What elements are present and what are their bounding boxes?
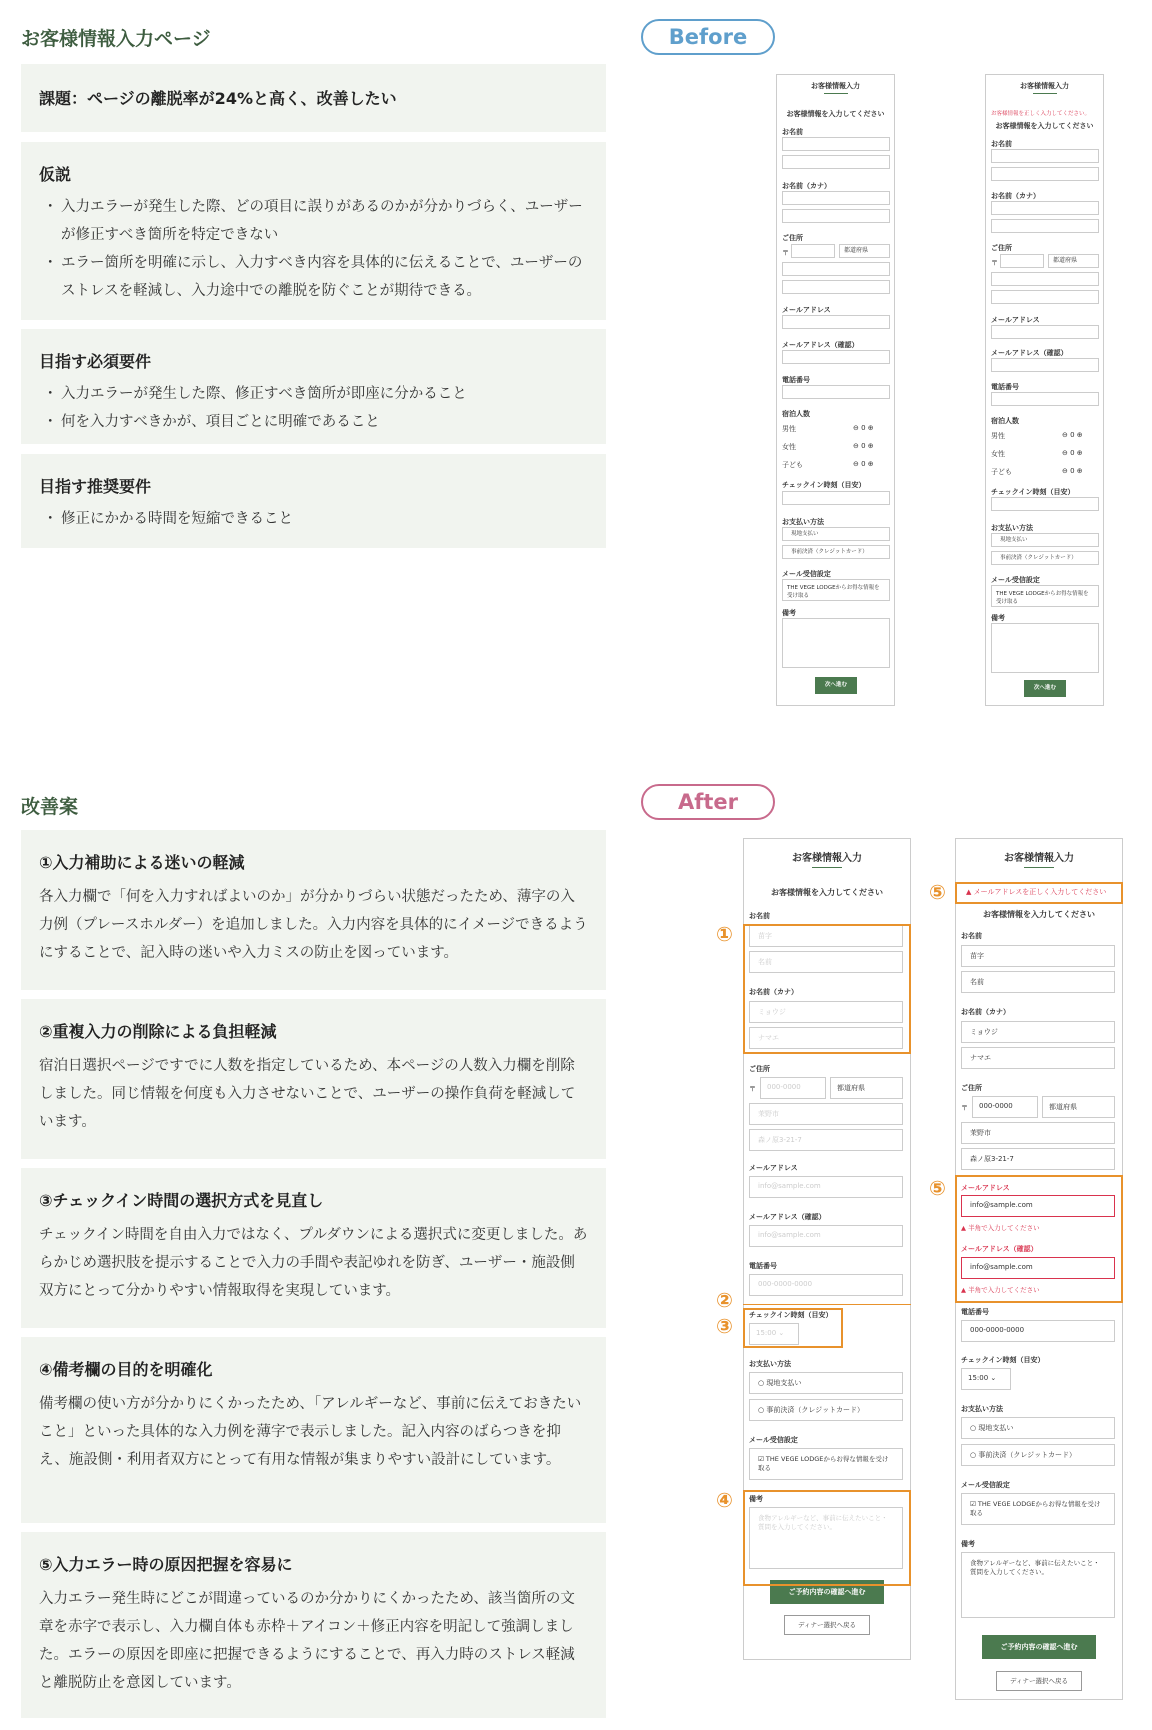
callout-4: ④ <box>716 1488 733 1512</box>
input[interactable]: 名前 <box>961 971 1115 993</box>
input[interactable]: 茉野市 <box>749 1103 903 1125</box>
improve-card-title: ④備考欄の目的を明確化 <box>39 1360 213 1379</box>
field-label: ご住所 <box>782 234 803 242</box>
form-sub: お客様情報を入力してください <box>771 888 883 897</box>
form-title: お客様情報入力 <box>811 82 860 90</box>
field-label: メールアドレス <box>991 316 1040 324</box>
input[interactable]: ミョウジ <box>961 1021 1115 1043</box>
field-label: 電話番号 <box>961 1308 989 1316</box>
input[interactable] <box>782 155 890 169</box>
input[interactable] <box>991 358 1099 372</box>
improve-card-body: 各入力欄で「何を入力すればよいのか」が分かりづらい状態だったため、薄字の入力例（プレースホルダー）を追加しました。入力内容を具体的にイメージできるようにすることで、記入時の迷いや入力ミスの防止を図っています。 <box>39 889 588 961</box>
required-title: 目指す必須要件 <box>39 352 152 371</box>
guest-row: 子ども <box>782 461 803 469</box>
recommended-title: 目指す推奨要件 <box>39 477 152 496</box>
input[interactable] <box>782 315 890 329</box>
improve-card-title: ①入力補助による迷いの軽減 <box>39 853 245 872</box>
guest-row: 子ども <box>991 468 1012 476</box>
input[interactable]: 苗字 <box>749 925 903 947</box>
highlight-box-5b <box>955 1175 1123 1303</box>
counter[interactable]: ⊖ 0 ⊕ <box>1062 449 1083 457</box>
improve-card <box>21 999 606 1159</box>
hypothesis-item: ・ 入力エラーが発生した際、どの項目に誤りがあるのかが分かりづらく、ユーザーが修正すべき箇所を特定できない <box>39 193 588 249</box>
before-error-form-mock <box>985 74 1104 706</box>
required-card <box>21 329 606 444</box>
field-label: お支払い方法 <box>961 1405 1003 1413</box>
input[interactable]: 000-0000-0000 <box>961 1320 1115 1342</box>
field-label: 備考 <box>749 1495 763 1503</box>
checkbox[interactable]: THE VEGE LODGEからお得な情報を受け取る <box>782 579 890 601</box>
field-label-error: メールアドレス（確認） <box>961 1245 1038 1253</box>
field-label: お支払い方法 <box>991 524 1033 532</box>
input[interactable]: ナマエ <box>961 1047 1115 1069</box>
before-form-mock <box>776 74 895 706</box>
callout-3: ③ <box>716 1314 733 1338</box>
error-banner: ▲ メールアドレスを正しく入力してください <box>966 888 1107 896</box>
input[interactable]: info@sample.com <box>749 1176 903 1198</box>
textarea[interactable]: 食物アレルギーなど、事前に伝えたいこと・質問を入力してください。 <box>749 1507 903 1569</box>
pref-select[interactable]: 都道府県 <box>830 1077 903 1099</box>
improve-card <box>21 1337 606 1523</box>
pref-select[interactable]: 都道府県 <box>839 244 890 258</box>
improve-card-body: 備考欄の使い方が分かりにくかったため、「アレルギーなど、事前に伝えておきたいこと」といった具体的な入力例を薄字で表示しました。記入内容のばらつきを抑え、施設側・利用者双方にとって有用な情報が集まりやすい設計にしています。 <box>39 1396 582 1468</box>
input[interactable]: 茉野市 <box>961 1122 1115 1144</box>
callout-1: ① <box>716 922 733 946</box>
radio[interactable]: 現地支払い <box>991 533 1099 547</box>
field-label: メールアドレス（確認） <box>782 341 859 349</box>
radio[interactable]: ○ 事前決済（クレジットカード） <box>749 1399 903 1421</box>
input[interactable]: 000-0000 <box>760 1077 826 1099</box>
input[interactable] <box>991 167 1099 181</box>
field-label: お名前 <box>749 912 770 920</box>
input[interactable]: ナマエ <box>749 1027 903 1049</box>
field-label: 備考 <box>961 1540 975 1548</box>
input[interactable]: 名前 <box>749 951 903 973</box>
field-label: お支払い方法 <box>782 518 824 526</box>
confirm-button[interactable]: ご予約内容の確認へ進む <box>982 1635 1096 1659</box>
field-label: メールアドレス <box>749 1164 798 1172</box>
hypothesis-item: ・ エラー箇所を明確に示し、入力すべき内容を具体的に伝えることで、ユーザーのストレスを軽減し、入力途中での離脱を防ぐことが期待できる。 <box>39 249 588 305</box>
field-label: チェックイン時刻（目安） <box>749 1311 833 1319</box>
field-label: メールアドレス（確認） <box>749 1213 826 1221</box>
input[interactable] <box>782 491 890 505</box>
input[interactable] <box>991 201 1099 215</box>
removed-field-line <box>743 1304 911 1305</box>
field-label-error: メールアドレス <box>961 1184 1010 1192</box>
field-label: メールアドレス <box>782 306 831 314</box>
highlight-box-3 <box>743 1308 843 1348</box>
improve-title: 改善案 <box>21 796 79 818</box>
radio[interactable]: ○ 現地支払い <box>961 1417 1115 1439</box>
field-label: 電話番号 <box>991 383 1019 391</box>
pref-select[interactable]: 都道府県 <box>1048 254 1099 268</box>
callout-5: ⑤ <box>929 1176 946 1200</box>
input[interactable] <box>1000 254 1044 268</box>
required-item: ・ 入力エラーが発生した際、修正すべき箇所が即座に分かること <box>39 380 588 408</box>
guest-row: 女性 <box>991 450 1005 458</box>
confirm-button[interactable]: ご予約内容の確認へ進む <box>770 1580 884 1604</box>
before-label: Before <box>641 19 775 55</box>
field-label: お名前（カナ） <box>991 192 1040 200</box>
field-label: 宿泊人数 <box>991 417 1019 425</box>
checkin-select[interactable]: 15:00 ⌄ <box>749 1323 799 1345</box>
field-label: チェックイン時刻（目安） <box>991 488 1075 496</box>
checkbox[interactable]: THE VEGE LODGEからお得な情報を受け取る <box>991 585 1099 607</box>
improve-card <box>21 830 606 990</box>
field-label: お支払い方法 <box>749 1360 791 1368</box>
form-title: お客様情報入力 <box>1020 82 1069 90</box>
field-label: お名前 <box>991 140 1012 148</box>
input[interactable]: 森ノ原3-21-7 <box>961 1148 1115 1170</box>
guest-row: 男性 <box>782 425 796 433</box>
textarea[interactable] <box>782 618 890 668</box>
input[interactable] <box>791 244 835 258</box>
guest-row: 男性 <box>991 432 1005 440</box>
field-label: メール受信設定 <box>749 1436 798 1444</box>
improve-card <box>21 1532 606 1718</box>
field-label: 電話番号 <box>782 376 810 384</box>
input[interactable] <box>782 262 890 276</box>
field-label: 電話番号 <box>749 1262 777 1270</box>
counter[interactable]: ⊖ 0 ⊕ <box>853 460 874 468</box>
guest-row: 女性 <box>782 443 796 451</box>
checkbox[interactable]: ☑ THE VEGE LODGEからお得な情報を受け取る <box>961 1493 1115 1525</box>
field-label: お名前 <box>782 128 803 136</box>
input[interactable] <box>991 290 1099 304</box>
form-sub: お客様情報を入力してください <box>995 122 1094 130</box>
counter[interactable]: ⊖ 0 ⊕ <box>853 442 874 450</box>
field-label: 備考 <box>782 609 796 617</box>
field-label: チェックイン時刻（目安） <box>782 481 866 489</box>
field-label: ご住所 <box>991 244 1012 252</box>
page-title: お客様情報入力ページ <box>21 28 211 50</box>
field-label: お名前 <box>961 932 982 940</box>
form-title: お客様情報入力 <box>792 853 862 864</box>
counter[interactable]: ⊖ 0 ⊕ <box>1062 467 1083 475</box>
input[interactable]: info@sample.com <box>749 1225 903 1247</box>
radio[interactable]: 事前決済（クレジットカード） <box>991 551 1099 565</box>
field-label: チェックイン時刻（目安） <box>961 1356 1045 1364</box>
next-button[interactable]: 次へ進む <box>815 677 857 694</box>
input-error[interactable]: info@sample.com <box>961 1195 1115 1217</box>
form-sub: お客様情報を入力してください <box>786 110 885 118</box>
next-button[interactable]: 次へ進む <box>1024 680 1066 697</box>
field-label: 備考 <box>991 614 1005 622</box>
input[interactable]: 000-0000-0000 <box>749 1274 903 1296</box>
zip-mark: 〒 <box>991 259 998 267</box>
checkin-select[interactable]: 15:00 ⌄ <box>961 1368 1011 1390</box>
field-label: お名前（カナ） <box>749 988 798 996</box>
input[interactable]: 000-0000 <box>972 1096 1038 1118</box>
callout-2: ② <box>716 1288 733 1312</box>
pref-select[interactable]: 都道府県 <box>1042 1096 1115 1118</box>
after-label: After <box>641 784 775 820</box>
textarea[interactable] <box>991 623 1099 673</box>
input[interactable] <box>782 350 890 364</box>
input[interactable] <box>782 209 890 223</box>
field-label: ご住所 <box>961 1084 982 1092</box>
back-button[interactable]: ディナー選択へ戻る <box>784 1615 870 1635</box>
improve-card <box>21 1168 606 1328</box>
error-hint: ▲ 半角で入力してください <box>961 1286 1040 1294</box>
radio[interactable]: ○ 事前決済（クレジットカード） <box>961 1444 1115 1466</box>
zip-mark: 〒 <box>782 249 789 257</box>
input[interactable] <box>991 219 1099 233</box>
hypothesis-title: 仮説 <box>39 165 72 184</box>
field-label: お名前（カナ） <box>961 1008 1010 1016</box>
input[interactable] <box>991 272 1099 286</box>
callout-5: ⑤ <box>929 880 946 904</box>
input[interactable] <box>782 191 890 205</box>
highlight-box-1 <box>743 924 911 1054</box>
highlight-box-4 <box>743 1490 911 1586</box>
input[interactable]: ミョウジ <box>749 1001 903 1023</box>
highlight-box-5a <box>955 882 1123 904</box>
field-label: メール受信設定 <box>782 570 831 578</box>
recommended-card <box>21 454 606 548</box>
counter[interactable]: ⊖ 0 ⊕ <box>1062 431 1083 439</box>
field-label: 宿泊人数 <box>782 410 810 418</box>
error-hint: ▲ 半角で入力してください <box>961 1224 1040 1232</box>
improve-card-title: ②重複入力の削除による負担軽減 <box>39 1022 277 1041</box>
field-label: お名前（カナ） <box>782 182 831 190</box>
form-sub: お客様情報を入力してください <box>983 910 1095 919</box>
radio[interactable]: 事前決済（クレジットカード） <box>782 545 890 559</box>
back-button[interactable]: ディナー選択へ戻る <box>996 1671 1082 1691</box>
checkbox[interactable]: ☑ THE VEGE LODGEからお得な情報を受け取る <box>749 1448 903 1480</box>
required-item: ・ 何を入力すべきかが、項目ごとに明確であること <box>39 408 588 436</box>
improve-card-body: 宿泊日選択ページですでに人数を指定しているため、本ページの人数入力欄を削除しました。同じ情報を何度も入力させないことで、ユーザーの操作負荷を軽減しています。 <box>39 1058 576 1130</box>
zip-mark: 〒 <box>749 1085 756 1093</box>
improve-card-title: ③チェックイン時間の選択方式を見直し <box>39 1191 324 1210</box>
recommended-item: ・ 修正にかかる時間を短縮できること <box>39 505 588 533</box>
field-label: ご住所 <box>749 1065 770 1073</box>
field-label: メール受信設定 <box>961 1481 1010 1489</box>
improve-card-body: チェックイン時間を自由入力ではなく、プルダウンによる選択式に変更しました。あらかじめ選択肢を提示することで入力の手間や表記ゆれを防ぎ、ユーザー・施設側双方にとって分かりやすい情報取得を実現しています。 <box>39 1227 588 1299</box>
input[interactable] <box>782 137 890 151</box>
input[interactable]: 苗字 <box>961 945 1115 967</box>
problem-card <box>21 64 606 132</box>
input[interactable] <box>782 280 890 294</box>
counter[interactable]: ⊖ 0 ⊕ <box>853 424 874 432</box>
input[interactable] <box>991 392 1099 406</box>
form-title: お客様情報入力 <box>1004 853 1074 864</box>
input-error[interactable]: info@sample.com <box>961 1257 1115 1279</box>
input[interactable] <box>782 385 890 399</box>
input[interactable] <box>991 497 1099 511</box>
improve-card-body: 入力エラー発生時にどこが間違っているのか分かりにくかったため、該当箇所の文章を赤字で表示し、入力欄自体も赤枠＋アイコン＋修正内容を明記して強調しました。エラーの原因を即座に把握できるようにすることで、再入力時のストレス軽減と離脱防止を意図しています。 <box>39 1591 575 1691</box>
input[interactable] <box>991 325 1099 339</box>
hypothesis-card <box>21 142 606 320</box>
problem-text: 課題：ページの離脱率が24%と高く、改善したい <box>39 89 397 108</box>
radio[interactable]: 現地支払い <box>782 527 890 541</box>
input[interactable] <box>991 149 1099 163</box>
field-label: メールアドレス（確認） <box>991 349 1068 357</box>
improve-card-title: ⑤入力エラー時の原因把握を容易に <box>39 1555 293 1574</box>
textarea[interactable]: 食物アレルギーなど、事前に伝えたいこと・質問を入力してください。 <box>961 1552 1115 1618</box>
input[interactable]: 森ノ原3-21-7 <box>749 1129 903 1151</box>
field-label: メール受信設定 <box>991 576 1040 584</box>
zip-mark: 〒 <box>961 1104 968 1112</box>
radio[interactable]: ○ 現地支払い <box>749 1372 903 1394</box>
error-message: お客様情報を正しく入力してください。 <box>991 111 1091 117</box>
